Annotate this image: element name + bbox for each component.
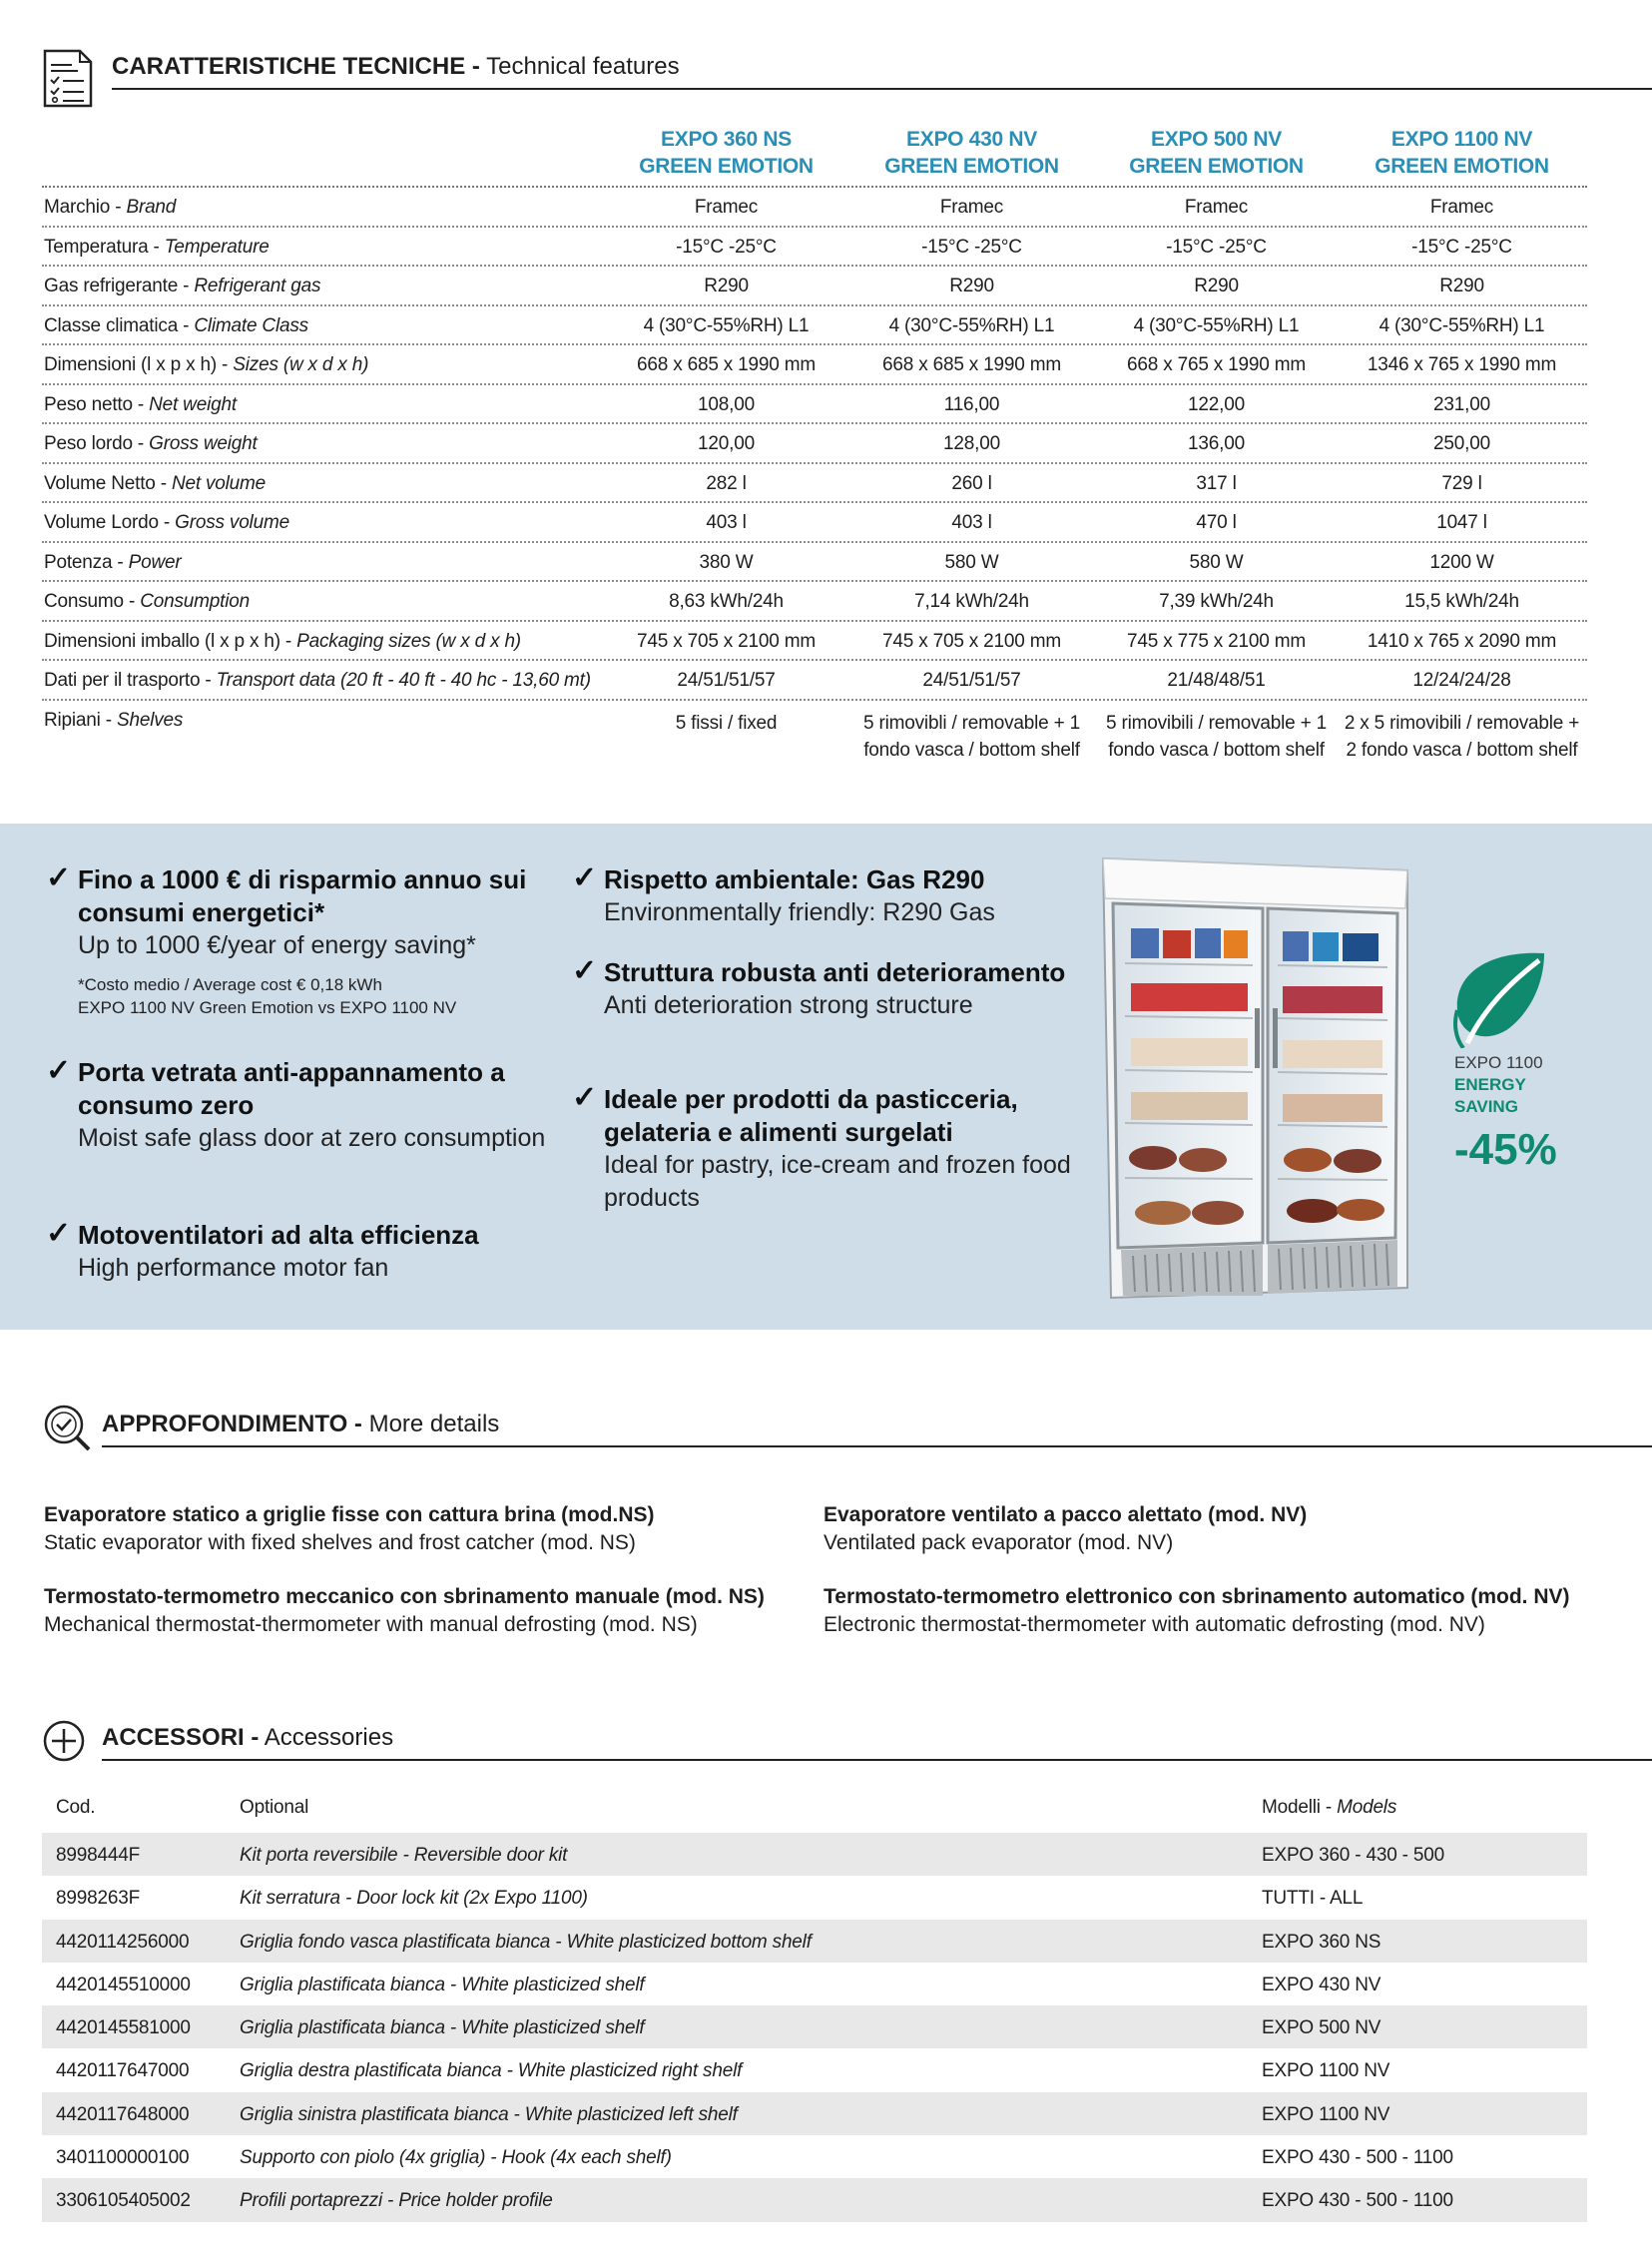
accessory-code: 4420145510000 (56, 1974, 191, 1995)
table-cell: 260 l (951, 472, 992, 494)
accessory-code: 4420117648000 (56, 2103, 190, 2125)
table-cell: 1346 x 765 x 1990 mm (1367, 354, 1557, 375)
table-cell: 1047 l (1436, 512, 1487, 533)
table-cell: 122,00 (1188, 393, 1245, 415)
table-cell: 5 rimovibili / removable + 1 fondo vasca / bottom shelf (1106, 712, 1327, 761)
section-rule (102, 1445, 1652, 1447)
table-cell: 4 (30°C-55%RH) L1 (643, 314, 810, 336)
row-label-it: Marchio - (44, 197, 127, 218)
feature-title: Motoventilatori ad alta efficienza (78, 1220, 479, 1250)
accessory-code: 3401100000100 (56, 2147, 190, 2169)
table-cell: 21/48/48/51 (1167, 670, 1266, 691)
row-label (44, 710, 183, 732)
header-models-en: Models (1337, 1797, 1397, 1818)
detail-title: Termostato-termometro meccanico con sbrinamento manuale (mod. NS) (44, 1585, 765, 1608)
row-label-en: Net volume (171, 472, 267, 494)
table-row (42, 2048, 1587, 2091)
table-row (42, 2135, 1587, 2178)
accessory-models: EXPO 430 - 500 - 1100 (1262, 2190, 1453, 2212)
accessory-models: EXPO 360 NS (1262, 1931, 1381, 1953)
header-cod: Cod. (56, 1797, 96, 1818)
row-label (44, 354, 368, 376)
section-title-en: Technical features (486, 53, 680, 80)
feature-environment (572, 861, 1073, 929)
table-row (42, 1876, 1587, 1919)
row-label-en: Transport data (20 ft - 40 ft - 40 hc - 13,60 mt) (216, 670, 591, 691)
table-row (42, 1833, 1587, 1876)
technical-features-table (42, 120, 1587, 796)
saving-line-1: ENERGY (1454, 1075, 1526, 1094)
model-line: GREEN EMOTION (884, 155, 1059, 178)
feature-structure (572, 954, 1073, 1022)
table-cell: 250,00 (1433, 433, 1490, 454)
table-row (42, 188, 1587, 228)
plus-circle-icon (42, 1719, 86, 1763)
section-title-it: CARATTERISTICHE TECNICHE - (112, 53, 480, 80)
row-label (44, 552, 181, 574)
feature-subtitle: Ideal for pastry, ice-cream and frozen food products (604, 1151, 1071, 1212)
row-label (44, 473, 266, 495)
table-cell: 745 x 705 x 2100 mm (637, 630, 816, 652)
row-label-it: Dimensioni imballo (l x p x h) - (44, 630, 297, 652)
section-title (102, 1724, 393, 1752)
row-label-it: Volume Netto - (44, 472, 172, 494)
section-title (102, 1411, 499, 1438)
accessory-models: EXPO 430 NV (1262, 1974, 1381, 1995)
table-row (42, 385, 1587, 425)
row-label-it: Potenza - (44, 551, 129, 573)
check-icon: ✓ (46, 861, 72, 894)
detail-text: Ventilated pack evaporator (mod. NV) (824, 1531, 1174, 1554)
table-cell: 403 l (706, 512, 747, 533)
table-cell: 7,39 kWh/24h (1159, 591, 1274, 612)
model-name: EXPO 1100 NV (1390, 128, 1533, 151)
section-title-en: Accessories (264, 1724, 394, 1751)
table-row (42, 1963, 1587, 2005)
table-cell: -15°C -25°C (921, 236, 1022, 258)
feature-subtitle: Anti deterioration strong structure (604, 991, 973, 1019)
accessory-description: Griglia plastificata bianca - White plasticized shelf (240, 2017, 645, 2039)
model-header (1340, 126, 1584, 180)
row-label-it: Temperatura - (44, 236, 165, 258)
check-icon: ✓ (572, 954, 598, 987)
detail-item (824, 1583, 1570, 1639)
feature-subtitle: High performance motor fan (78, 1254, 389, 1282)
model-header (849, 126, 1094, 180)
table-cell: 116,00 (943, 393, 1000, 415)
row-label-en: Net weight (149, 393, 237, 415)
accessory-description: Griglia sinistra plastificata bianca - White plasticized left shelf (240, 2103, 738, 2125)
accessory-code: 3306105405002 (56, 2190, 191, 2212)
row-label (44, 670, 591, 692)
check-icon: ✓ (46, 1217, 72, 1250)
table-cell: R290 (1439, 276, 1484, 296)
header-models-it: Modelli - (1262, 1797, 1338, 1818)
feature-energy-saving (46, 861, 547, 1018)
detail-item (44, 1583, 765, 1639)
table-cell: 120,00 (698, 433, 755, 454)
table-cell: 136,00 (1188, 433, 1245, 454)
table-row (42, 345, 1587, 385)
row-label-en: Shelves (116, 709, 184, 731)
note-line: *Costo medio / Average cost € 0,18 kWh (78, 975, 382, 994)
table-cell: 128,00 (943, 433, 1000, 454)
feature-title: Fino a 1000 € di risparmio annuo sui consumi energetici* (78, 864, 527, 927)
table-body (42, 188, 1587, 796)
table-cell: Framec (939, 197, 1004, 218)
accessory-code: 4420114256000 (56, 1931, 190, 1953)
accessory-description: Griglia plastificata bianca - White plasticized shelf (240, 1974, 645, 1995)
model-header (604, 126, 848, 180)
model-name: EXPO 500 NV (1151, 128, 1282, 151)
document-list-icon (42, 48, 94, 110)
table-cell: 5 fissi / fixed (675, 712, 778, 734)
detail-text: Electronic thermostat-thermometer with automatic defrosting (mod. NV) (824, 1613, 1485, 1636)
table-cell: 24/51/51/57 (677, 670, 776, 691)
row-label (44, 394, 237, 416)
row-label-it: Classe climatica - (44, 314, 195, 336)
table-row (42, 2005, 1587, 2048)
accessories-section-header (42, 1713, 1652, 1761)
table-cell: 470 l (1196, 512, 1237, 533)
table-cell: 24/51/51/57 (922, 670, 1021, 691)
table-cell: 729 l (1441, 472, 1482, 494)
leaf-icon (1449, 948, 1549, 1048)
saving-line-2: SAVING (1454, 1097, 1518, 1116)
row-label-en: Packaging sizes (w x d x h) (296, 630, 521, 652)
row-label-it: Gas refrigerante - (44, 276, 195, 296)
table-row (42, 503, 1587, 543)
row-label-it: Dimensioni (l x p x h) - (44, 354, 234, 375)
feature-ideal-products (572, 1081, 1073, 1215)
table-cell: 4 (30°C-55%RH) L1 (1378, 314, 1545, 336)
table-cell: 745 x 775 x 2100 mm (1127, 630, 1306, 652)
detail-title: Evaporatore statico a griglie fisse con cattura brina (mod.NS) (44, 1503, 655, 1526)
header-optional: Optional (240, 1797, 309, 1818)
table-row (42, 2178, 1587, 2221)
feature-title: Porta vetrata anti-appannamento a consumo zero (78, 1057, 505, 1120)
feature-subtitle: Up to 1000 €/year of energy saving* (78, 931, 476, 959)
table-cell: -15°C -25°C (676, 236, 777, 258)
table-cell: 4 (30°C-55%RH) L1 (1133, 314, 1300, 336)
row-label (44, 591, 250, 613)
accessory-description: Kit serratura - Door lock kit (2x Expo 1100) (240, 1888, 588, 1910)
accessory-description: Griglia fondo vasca plastificata bianca - White plasticized bottom shelf (240, 1931, 812, 1953)
accessories-header-row (42, 1785, 1587, 1833)
accessory-code: 4420145581000 (56, 2017, 191, 2039)
table-cell: 2 x 5 rimovibili / removable + 2 fondo vasca / bottom shelf (1344, 712, 1580, 761)
row-label-it: Dati per il trasporto - (44, 670, 217, 691)
table-cell: R290 (949, 276, 994, 296)
table-cell: Framec (1184, 197, 1249, 218)
row-label (44, 197, 176, 219)
feature-title: Rispetto ambientale: Gas R290 (604, 864, 985, 894)
table-cell: 282 l (706, 472, 747, 494)
table-cell: 668 x 685 x 1990 mm (637, 354, 816, 375)
detail-item (824, 1501, 1307, 1557)
table-cell: 668 x 765 x 1990 mm (1127, 354, 1306, 375)
table-cell: 7,14 kWh/24h (914, 591, 1029, 612)
table-row (42, 582, 1587, 622)
row-label-en: Temperature (164, 236, 270, 258)
table-cell: -15°C -25°C (1166, 236, 1267, 258)
table-row (42, 622, 1587, 662)
row-label-en: Consumption (140, 591, 250, 612)
model-line: GREEN EMOTION (1129, 155, 1304, 178)
note-line: EXPO 1100 NV Green Emotion vs EXPO 1100 NV (78, 998, 457, 1017)
table-cell: 15,5 kWh/24h (1404, 591, 1519, 612)
table-cell: 1200 W (1429, 551, 1494, 573)
accessory-description: Kit porta reversibile - Reversible door kit (240, 1845, 568, 1866)
section-title-it: ACCESSORI - (102, 1724, 260, 1751)
table-cell: 8,63 kWh/24h (669, 591, 784, 612)
check-icon: ✓ (572, 1081, 598, 1114)
magnifier-check-icon (42, 1403, 94, 1454)
table-cell: 317 l (1196, 472, 1237, 494)
row-label (44, 631, 521, 653)
accessory-description: Supporto con piolo (4x griglia) - Hook (4x each shelf) (240, 2147, 672, 2169)
row-label-en: Power (128, 551, 182, 573)
feature-title: Ideale per prodotti da pasticceria, gelateria e alimenti surgelati (604, 1084, 1018, 1147)
table-row (42, 464, 1587, 504)
accessory-description: Profili portaprezzi - Price holder profile (240, 2190, 553, 2212)
table-cell: Framec (694, 197, 759, 218)
accessory-models: EXPO 430 - 500 - 1100 (1262, 2147, 1453, 2169)
row-label-en: Climate Class (194, 314, 308, 336)
saving-model: EXPO 1100 (1454, 1053, 1543, 1072)
table-cell: 580 W (944, 551, 999, 573)
model-header (1094, 126, 1339, 180)
table-cell: R290 (704, 276, 749, 296)
row-label-en: Refrigerant gas (194, 276, 321, 296)
table-cell: 108,00 (698, 393, 755, 415)
table-row (42, 424, 1587, 464)
table-header-row (42, 120, 1587, 188)
accessory-code: 8998444F (56, 1845, 140, 1866)
row-label (44, 237, 270, 259)
fridge-image (1093, 849, 1412, 1303)
feature-note (78, 972, 547, 1018)
check-icon: ✓ (46, 1054, 72, 1087)
accessory-models: EXPO 500 NV (1262, 2017, 1381, 2039)
row-label (44, 512, 289, 534)
table-cell: 580 W (1189, 551, 1244, 573)
row-label-en: Gross volume (175, 512, 289, 533)
section-title-en: More details (368, 1411, 500, 1437)
feature-title: Struttura robusta anti deterioramento (604, 957, 1066, 987)
feature-motor-fan (46, 1217, 547, 1285)
detail-text: Static evaporator with fixed shelves and frost catcher (mod. NS) (44, 1531, 636, 1554)
model-line: GREEN EMOTION (639, 155, 814, 178)
details-section-header (42, 1400, 1652, 1447)
section-rule (102, 1759, 1652, 1761)
row-label-en: Gross weight (149, 433, 258, 454)
accessories-table (42, 1785, 1587, 2222)
table-row (42, 1920, 1587, 1963)
check-icon: ✓ (572, 861, 598, 894)
detail-text: Mechanical thermostat-thermometer with manual defrosting (mod. NS) (44, 1613, 698, 1636)
row-label-it: Consumo - (44, 591, 141, 612)
tech-section-header (42, 40, 1652, 90)
table-cell: Framec (1429, 197, 1494, 218)
row-label (44, 315, 308, 337)
table-cell: R290 (1194, 276, 1239, 296)
model-line: GREEN EMOTION (1375, 155, 1549, 178)
table-row (42, 267, 1587, 306)
row-label (44, 276, 320, 297)
detail-item (44, 1501, 654, 1557)
row-label (44, 433, 258, 455)
table-row (42, 661, 1587, 701)
section-title (112, 53, 680, 81)
table-cell: 5 rimovibli / removable + 1 fondo vasca / bottom shelf (863, 712, 1080, 761)
feature-glass-door (46, 1054, 547, 1155)
accessory-code: 4420117647000 (56, 2060, 190, 2082)
row-label-it: Ripiani - (44, 709, 117, 731)
accessory-models: TUTTI - ALL (1262, 1888, 1364, 1910)
feature-subtitle: Moist safe glass door at zero consumption (78, 1124, 546, 1152)
row-label-it: Peso netto - (44, 393, 150, 415)
row-label-it: Volume Lordo - (44, 512, 176, 533)
accessory-models: EXPO 360 - 430 - 500 (1262, 1845, 1444, 1866)
table-cell: 745 x 705 x 2100 mm (882, 630, 1061, 652)
detail-title: Evaporatore ventilato a pacco alettato (mod. NV) (824, 1503, 1308, 1526)
section-title-it: APPROFONDIMENTO - (102, 1411, 362, 1437)
table-cell: 231,00 (1433, 393, 1490, 415)
table-cell: -15°C -25°C (1411, 236, 1512, 258)
row-label-it: Peso lordo - (44, 433, 150, 454)
section-rule (112, 88, 1652, 90)
table-cell: 403 l (951, 512, 992, 533)
row-label-en: Brand (126, 197, 177, 218)
detail-title: Termostato-termometro elettronico con sbrinamento automatico (mod. NV) (824, 1585, 1570, 1608)
table-cell: 12/24/24/28 (1412, 670, 1511, 691)
accessory-description: Griglia destra plastificata bianca - White plasticized right shelf (240, 2060, 743, 2082)
header-models (1262, 1797, 1396, 1819)
table-cell: 668 x 685 x 1990 mm (882, 354, 1061, 375)
saving-percent: -45% (1454, 1125, 1557, 1174)
accessory-models: EXPO 1100 NV (1262, 2103, 1390, 2125)
table-row (42, 2092, 1587, 2135)
accessories-body (42, 1833, 1587, 2222)
accessory-models: EXPO 1100 NV (1262, 2060, 1390, 2082)
table-row (42, 228, 1587, 268)
table-cell: 4 (30°C-55%RH) L1 (888, 314, 1055, 336)
feature-subtitle: Environmentally friendly: R290 Gas (604, 898, 995, 926)
row-label-en: Sizes (w x d x h) (233, 354, 369, 375)
table-cell: 1410 x 765 x 2090 mm (1367, 630, 1557, 652)
model-name: EXPO 430 NV (906, 128, 1037, 151)
table-cell: 380 W (699, 551, 754, 573)
table-row (42, 543, 1587, 583)
accessory-code: 8998263F (56, 1888, 140, 1910)
table-row (42, 701, 1587, 796)
model-name: EXPO 360 NS (661, 128, 792, 151)
table-row (42, 306, 1587, 346)
